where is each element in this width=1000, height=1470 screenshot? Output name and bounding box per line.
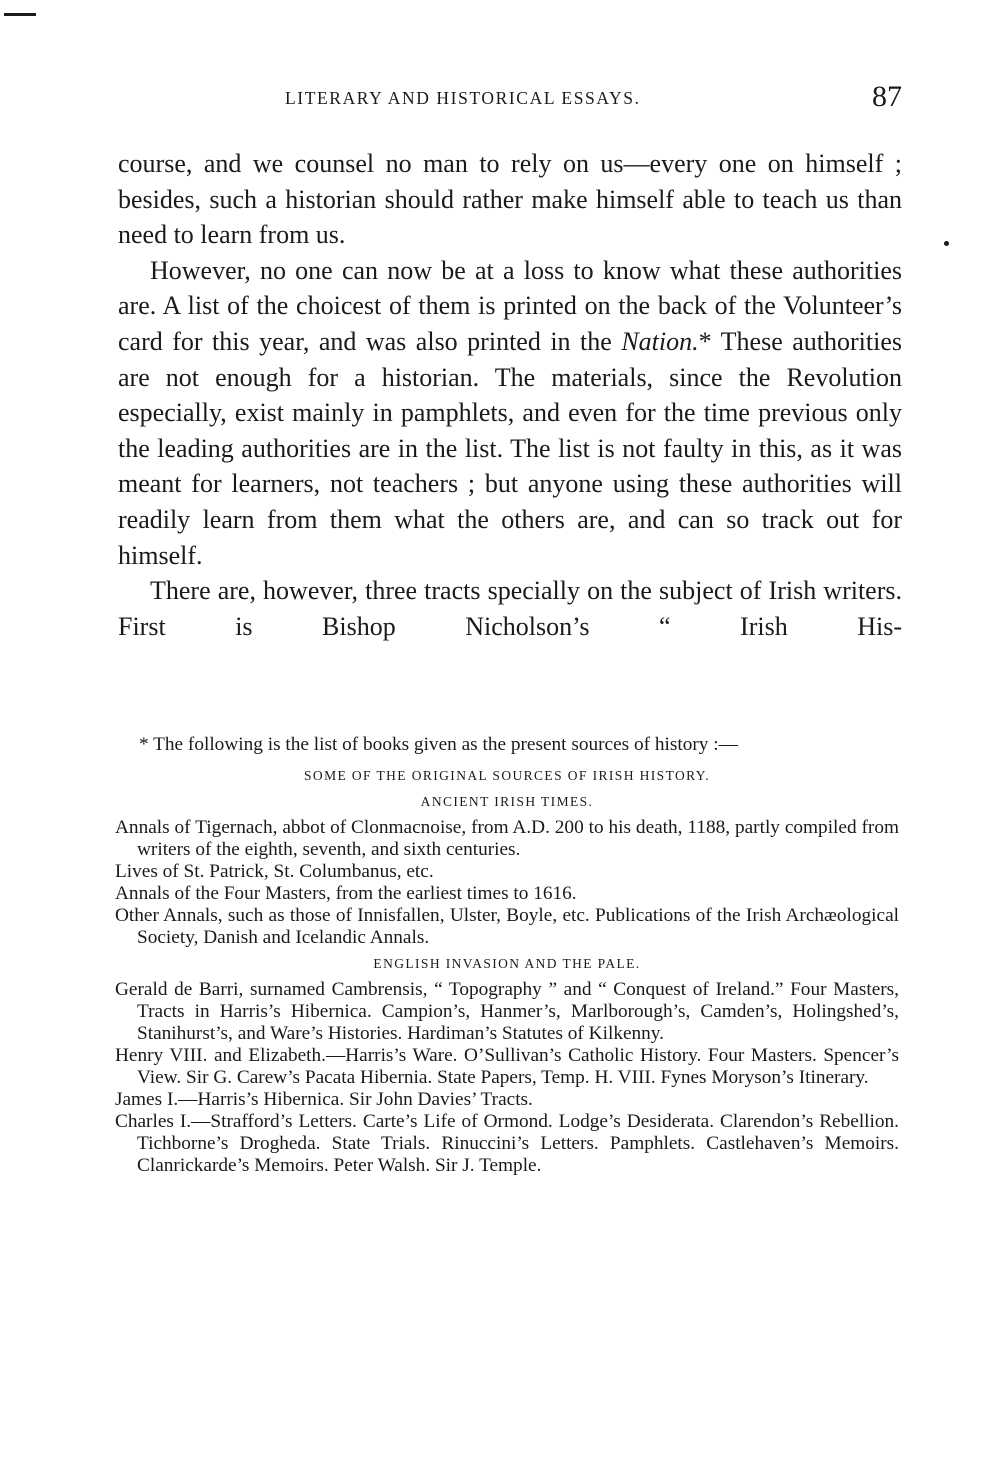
list-item: Other Annals, such as those of Innisfallen, Ulster, Boyle, etc. Publications of the Irish Archæological Society, Danish and Icelandic Annals.: [115, 905, 899, 948]
list-item: James I.—Harris’s Hibernica. Sir John Davies’ Tracts.: [115, 1089, 533, 1110]
paragraph-1: course, and we counsel no man to rely on us—every one on himself ; besides, such a historian should rather make himself able to teach us than need to learn from us.: [118, 149, 902, 250]
footnote-marker: *: [698, 326, 712, 356]
heading-original-sources: SOME OF THE ORIGINAL SOURCES OF IRISH HISTORY.: [304, 768, 710, 783]
list-item: Gerald de Barri, surnamed Cambrensis, “ Topography ” and “ Conquest of Ireland.” Four Masters, Tracts in Harris’s Hibernica. Campion’s, Hanmer’s, Marlborough’s, Camden’s, Holingshed’s, Stanihurst’s, and Ware’s Histories. Hardiman’s Statutes of Kilkenny.: [115, 979, 899, 1044]
heading-ancient-irish-times: ANCIENT IRISH TIMES.: [420, 794, 594, 809]
list-item: Lives of St. Patrick, St. Columbanus, etc.: [115, 861, 434, 882]
body-text: [118, 146, 902, 644]
footnote: [115, 734, 899, 1177]
paragraph-2-part-a: However, no one can now be at a loss to know what these authorities are. A list of the choicest of them is printed on the back of the Volunteer’s card for this year, and was also printed in the: [118, 255, 902, 356]
list-item: Charles I.—Strafford’s Letters. Carte’s Life of Ormond. Lodge’s Desiderata. Clarendon’s Rebellion. Tichborne’s Drogheda. State Trials. Rinuccini’s Letters. Pamphlets. Castlehaven’s Memoirs. Clanrickarde’s Memoirs. Peter Walsh. Sir J. Temple.: [115, 1111, 899, 1176]
heading-english-invasion: ENGLISH INVASION AND THE PALE.: [373, 956, 641, 971]
page-number: 87: [872, 80, 902, 113]
list-item: Annals of the Four Masters, from the earliest times to 1616.: [115, 883, 577, 904]
paragraph-2-part-b: These authorities are not enough for a historian. The materials, since the Revolution especially, exist mainly in pamphlets, and even for the time previous only the leading authorities are in the list. The list is not faulty in this, as it was meant for learners, not teachers ; but anyone using these authorities will readily learn from them what the others are, and can so track out for himself.: [118, 326, 902, 570]
paragraph-2: [118, 253, 902, 573]
stray-dot: [944, 241, 949, 246]
footnote-intro: * The following is the list of books given as the present sources of history :—: [139, 734, 738, 755]
nation-title: Nation.: [621, 326, 699, 356]
paragraph-3: There are, however, three tracts specially on the subject of Irish writers. First is Bishop Nicholson’s “ Irish His-: [118, 576, 902, 641]
corner-mark: [4, 13, 36, 16]
list-item: Annals of Tigernach, abbot of Clonmacnoise, from A.D. 200 to his death, 1188, partly compiled from writers of the eighth, seventh, and sixth centuries.: [115, 817, 899, 860]
list-item: Henry VIII. and Elizabeth.—Harris’s Ware. O’Sullivan’s Catholic History. Four Masters. Spencer’s View. Sir G. Carew’s Pacata Hibernia. State Papers, Temp. H. VIII. Fynes Moryson’s Itinerary.: [115, 1045, 899, 1088]
running-title: LITERARY AND HISTORICAL ESSAYS.: [285, 88, 641, 108]
